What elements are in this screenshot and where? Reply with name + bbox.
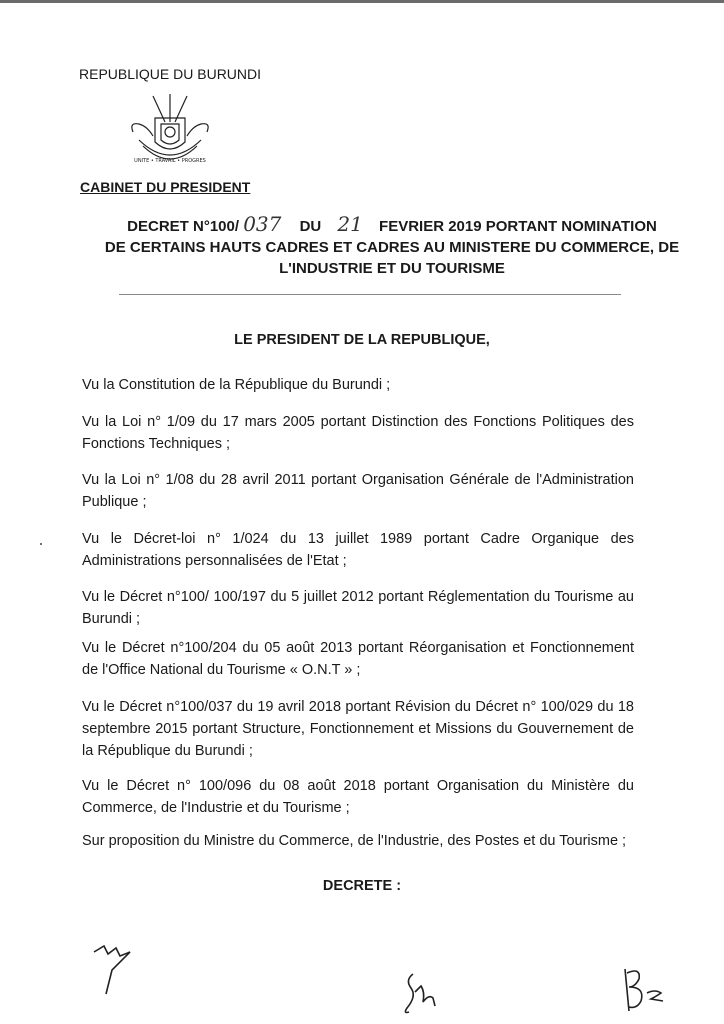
consideration-6: Vu le Décret n°100/204 du 05 août 2013 portant Réorganisation et Fonctionnement de l'Office National du Tourisme « O.N.T » ; (82, 640, 634, 678)
title-separator (119, 294, 621, 295)
initials-signature-right (615, 963, 675, 1018)
authority-heading: LE PRESIDENT DE LA REPUBLIQUE, (234, 332, 490, 348)
emblem-motto: UNITE • TRAVAIL • PROGRES (134, 158, 206, 164)
decree-title-rest: FEVRIER 2019 PORTANT NOMINATION (379, 218, 657, 235)
decree-du: DU (299, 218, 322, 235)
consideration-2: Vu la Loi n° 1/09 du 17 mars 2005 portant Distinction des Fonctions Politiques des Fonctions Techniques ; (82, 414, 634, 452)
consideration-1: Vu la Constitution de la République du Burundi ; (82, 377, 391, 393)
scan-top-edge (0, 0, 724, 3)
decree-title-line-1 (60, 214, 724, 237)
decree-prefix: DECRET N°100/ (127, 218, 240, 235)
decree-day-handwritten: 21 (337, 212, 363, 236)
decree-title-line-2: DE CERTAINS HAUTS CADRES ET CADRES AU MINISTERE DU COMMERCE, DE (104, 239, 680, 256)
decree-number-handwritten: 037 (243, 212, 282, 236)
consideration-8: Vu le Décret n° 100/096 du 08 août 2018 portant Organisation du Ministère du Commerce, de l'Industrie et du Tourisme ; (82, 778, 634, 816)
scan-speck (40, 543, 42, 545)
consideration-4: Vu le Décret-loi n° 1/024 du 13 juillet 1989 portant Cadre Organique des Administrations personnalisées de l'Etat ; (82, 531, 634, 569)
consideration-3: Vu la Loi n° 1/08 du 28 avril 2011 portant Organisation Générale de l'Administration Publique ; (82, 472, 634, 510)
initials-signature-center (395, 968, 445, 1018)
office-heading: CABINET DU PRESIDENT (80, 179, 251, 195)
coat-of-arms-emblem (125, 92, 215, 172)
initials-signature-left (90, 942, 140, 1002)
consideration-9: Sur proposition du Ministre du Commerce, de l'Industrie, des Postes et du Tourisme ; (82, 833, 627, 849)
country-heading: REPUBLIQUE DU BURUNDI (79, 66, 262, 82)
decree-title (60, 214, 724, 279)
consideration-5: Vu le Décret n°100/ 100/197 du 5 juillet 2012 portant Réglementation du Tourisme au Burundi ; (82, 589, 634, 627)
decree-heading: DECRETE : (322, 878, 402, 894)
consideration-7: Vu le Décret n°100/037 du 19 avril 2018 portant Révision du Décret n° 100/029 du 18 septembre 2015 portant Structure, Fonctionnement et Missions du Gouvernement de la République du Burundi ; (82, 699, 634, 759)
decree-title-line-3: L'INDUSTRIE ET DU TOURISME (279, 260, 505, 277)
